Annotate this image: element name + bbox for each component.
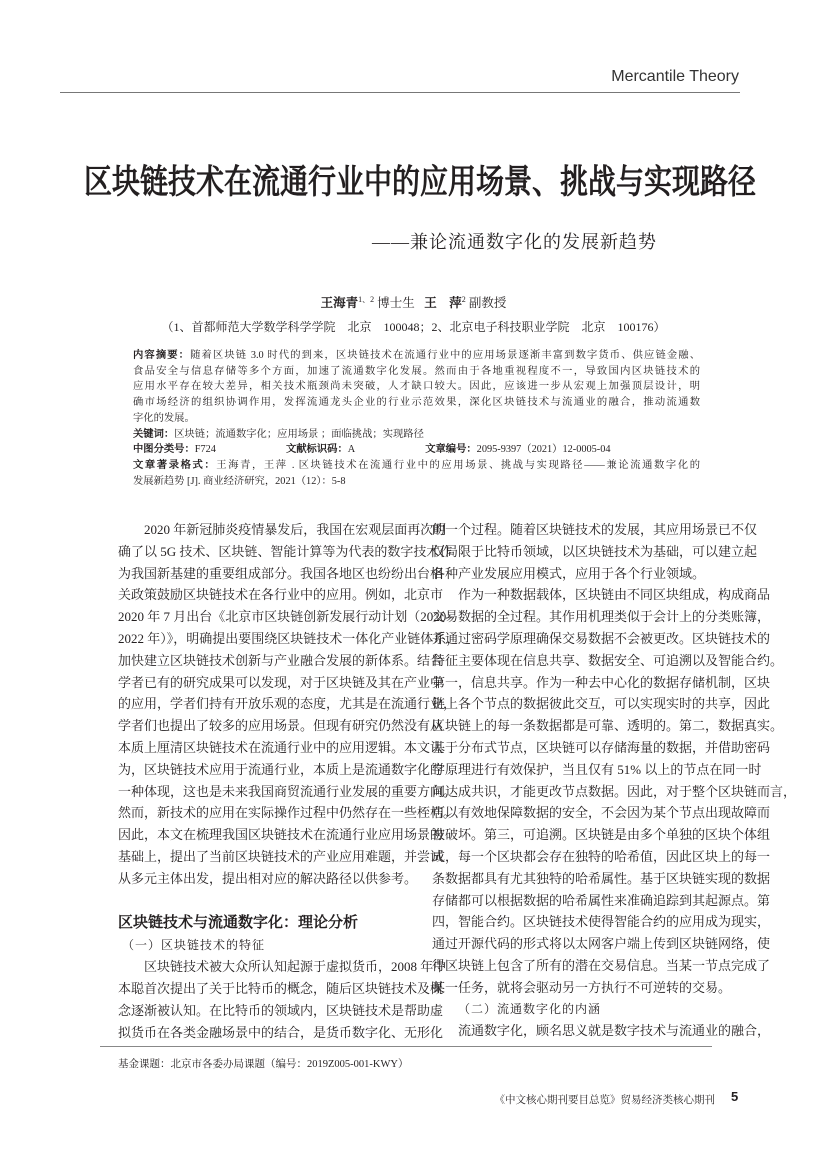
article-title: 区块链技术在流通行业中的应用场景、挑战与实现路径 xyxy=(83,164,756,202)
paragraph-line: 得区块链上包含了所有的潜在交易信息。当某一节点完成了 xyxy=(432,957,771,973)
page-number: 5 xyxy=(731,1089,739,1104)
keywords-label: 关键词： xyxy=(133,428,175,440)
paragraph-line: 加快建立区块链技术创新与产业融合发展的新体系。结合 xyxy=(118,652,444,668)
abstract-line: 应用水平存在较大差异，相关技术瓶颈尚未突破，人才缺口较大。因此，应该进一步从宏观上加强顶层设计，明 xyxy=(133,381,700,393)
funding-footnote: 基金课题：北京市各委办局课题（编号：2019Z005-001-KWY） xyxy=(118,1059,409,1070)
author-affiliation-mark: 1、2 xyxy=(358,294,375,304)
paragraph-line: 被破坏。第三，可追溯。区块链是由多个单独的区块个体组 xyxy=(432,827,771,843)
article-no-value: 2095-9397（2021）12-0005-04 xyxy=(476,444,611,456)
keywords: 区块链；流通数字化；应用场景 ；面临挑战；实现路径 xyxy=(174,428,424,440)
article-subtitle: ——兼论流通数字化的发展新趋势 xyxy=(372,232,657,252)
paragraph-line: 作为一种数据载体，区块链由不同区块组成，构成商品 xyxy=(458,587,771,603)
author-role: 博士生 xyxy=(377,296,415,310)
paragraph-line: 仅局限于比特币领域，以区块链技术为基础，可以建立起 xyxy=(432,543,758,559)
body-column-left xyxy=(118,519,460,1044)
abstract-line xyxy=(133,348,700,364)
paragraph-line: 链上各个节点的数据彼此交互，可以实现实时的共享，因此 xyxy=(432,696,771,712)
paragraph-line: 基础上，提出了当前区块链技术的产业应用难题，并尝试 xyxy=(118,848,444,864)
doc-code-label: 文献标识码： xyxy=(285,444,348,456)
author-name: 王 萍 xyxy=(424,296,462,310)
paragraph-line: 间达成共识，才能更改节点数据。因此，对于整个区块链而言， xyxy=(432,783,797,799)
paragraph-line: 本质上厘清区块链技术在流通行业中的应用逻辑。本文认 xyxy=(118,739,444,755)
paragraph-line: 条数据都具有尤其独特的哈希属性。基于区块链实现的数据 xyxy=(432,870,771,886)
citation-text: 王海青，王萍 . 区块链技术在流通行业中的应用场景、挑战与实现路径——兼论流通数字化的 xyxy=(216,459,700,471)
clc-label: 中图分类号： xyxy=(133,444,195,456)
paragraph-line: 为，区块链技术应用于流通行业，本质上是流通数字化的 xyxy=(118,761,444,777)
paragraph-line: 学者已有的研究成果可以发现，对于区块链及其在产业中 xyxy=(118,674,444,690)
paragraph-line: 2020 年新冠肺炎疫情暴发后，我国在宏观层面再次明 xyxy=(144,522,447,537)
footnote-rule xyxy=(100,1046,712,1047)
article-no-label: 文章编号： xyxy=(425,444,477,456)
paragraph-line: 通过开源代码的形式将以太网客户端上传到区块链网络，使 xyxy=(432,936,771,952)
paragraph-line: 基于分布式节点，区块链可以存储海量的数据，并借助密码 xyxy=(432,739,771,755)
paragraph-line: 念逐渐被认知。在比特币的领域内，区块链技术是帮助虚 xyxy=(118,1002,444,1018)
paragraph-line: 各种产业发展应用模式，应用于各个行业领域。 xyxy=(432,565,706,581)
section-heading: 区块链技术与流通数字化：理论分析 xyxy=(118,913,359,931)
author-affiliation-mark: 2 xyxy=(461,294,466,304)
paragraph-line: 的一个过程。随着区块链技术的发展，其应用场景已不仅 xyxy=(432,522,758,537)
paragraph-line: 因此，本文在梳理我国区块链技术在流通行业应用场景的 xyxy=(118,827,444,843)
paragraph-line: 从多元主体出发，提出相对应的解决路径以供参考。 xyxy=(118,870,418,886)
paragraph-line: 存储都可以根据数据的哈希属性来准确追踪到其起源点。第 xyxy=(432,892,771,908)
keywords-row xyxy=(133,427,700,443)
abstract-line: 食品安全与信息存储等多个方面，加速了流通数字化发展。然而由于各地重视程度不一，导致国内区块链技术的 xyxy=(133,365,700,377)
paragraph-line: 学者们也提出了较多的应用场景。但现有研究仍然没有从 xyxy=(118,718,444,734)
paragraph-line: 的应用，学者们持有开放乐观的态度，尤其是在流通行业， xyxy=(118,696,457,712)
paragraph-line: 关政策鼓励区块链技术在各行业中的应用。例如，北京市 xyxy=(118,587,444,603)
paragraph-line: 四，智能合约。区块链技术使得智能合约的应用成为现实， xyxy=(432,914,771,930)
author-name: 王海青 xyxy=(320,296,359,310)
paragraph-line: 流通数字化，顾名思义就是数字技术与流通业的融合， xyxy=(458,1023,771,1039)
abstract-line: 确市场经济的组织协调作用，发挥流通龙头企业的行业示范效果，深化区块链技术与流通业的融合，推动流通数 xyxy=(133,397,700,409)
abstract-block xyxy=(133,348,700,489)
citation-line: 发展新趋势 [J]. 商业经济研究，2021（12）：5-8 xyxy=(133,475,346,487)
paragraph-line: 学原理进行有效保护，当且仅有 51% 以上的节点在同一时 xyxy=(432,761,762,777)
paragraph-line: 某一任务，就将会驱动另一方执行不可逆转的交易。 xyxy=(432,979,732,995)
paragraph-line: 可以有效地保障数据的安全，不会因为某个节点出现故障而 xyxy=(432,805,771,821)
citation-line xyxy=(133,458,700,474)
paragraph-line: 2022 年）》，明确提出要围绕区块链技术一体化产业链体系， xyxy=(118,630,460,646)
subsection-heading: （二）流通数字化的内涵 xyxy=(458,1001,602,1016)
abstract-text: 随着区块链 3.0 时代的到来，区块链技术在流通行业中的应用场景逐渐丰富到数字货币、供应链金融、 xyxy=(190,350,700,361)
abstract-line: 字化的发展。 xyxy=(133,412,195,424)
paragraph-line: 然而，新技术的应用在实际操作过程中仍然存在一些桎梏。 xyxy=(118,805,457,821)
paragraph-line: 第一，信息共享。作为一种去中心化的数据存储机制，区块 xyxy=(432,674,771,690)
subsection-heading: （一）区块链技术的特征 xyxy=(122,937,266,952)
paragraph-line: 2020 年 7 月出台《北京市区块链创新发展行动计划（2020– xyxy=(118,609,453,625)
paragraph-line: 交易数据的全过程。其作用机理类似于会计上的分类账簿， xyxy=(432,609,771,625)
affiliations: （1、首都师范大学数学科学学院 北京 100048；2、北京电子科技职业学院 北京 100176） xyxy=(161,320,666,334)
paragraph-line: 拟货币在各类金融场景中的结合，是货币数字化、无形化 xyxy=(118,1024,444,1040)
journal-section-header: Mercantile Theory xyxy=(611,68,739,85)
clc-value: F724 xyxy=(194,444,216,456)
paragraph-line: 并通过密码学原理确保交易数据不会被更改。区块链技术的 xyxy=(432,630,771,646)
body-column-right xyxy=(432,519,797,1042)
section-spacer xyxy=(118,890,404,911)
paragraph-line: 区块链技术被大众所认知起源于虚拟货币，2008 年中 xyxy=(144,959,447,975)
paragraph-line: 区块链上的每一条数据都是可靠、透明的。第二，数据真实。 xyxy=(432,718,784,734)
paragraph-line: 本聪首次提出了关于比特币的概念，随后区块链技术及概 xyxy=(118,981,444,997)
paragraph-line: 一种体现，这也是未来我国商贸流通行业发展的重要方向。 xyxy=(118,783,457,799)
doc-code-value: A xyxy=(347,444,356,456)
authors-line xyxy=(0,293,827,311)
abstract-label: 内容摘要： xyxy=(133,350,191,361)
paragraph-line: 特征主要体现在信息共享、数据安全、可追溯以及智能合约。 xyxy=(432,652,784,668)
author-role: 副教授 xyxy=(468,296,507,310)
citation-label: 文章著录格式： xyxy=(133,459,217,471)
paragraph-line: 成，每一个区块都会存在独特的哈希值，因此区块上的每一 xyxy=(432,848,771,864)
classification-row xyxy=(133,442,700,458)
paragraph-line: 确了以 5G 技术、区块链、智能计算等为代表的数字技术作 xyxy=(118,543,453,559)
paragraph-line: 为我国新基建的重要组成部分。我国各地区也纷纷出台相 xyxy=(118,565,444,581)
header-rule xyxy=(60,92,740,93)
footer-journal-note: 《中文核心期刊要目总览》贸易经济类核心期刊 xyxy=(494,1094,715,1106)
